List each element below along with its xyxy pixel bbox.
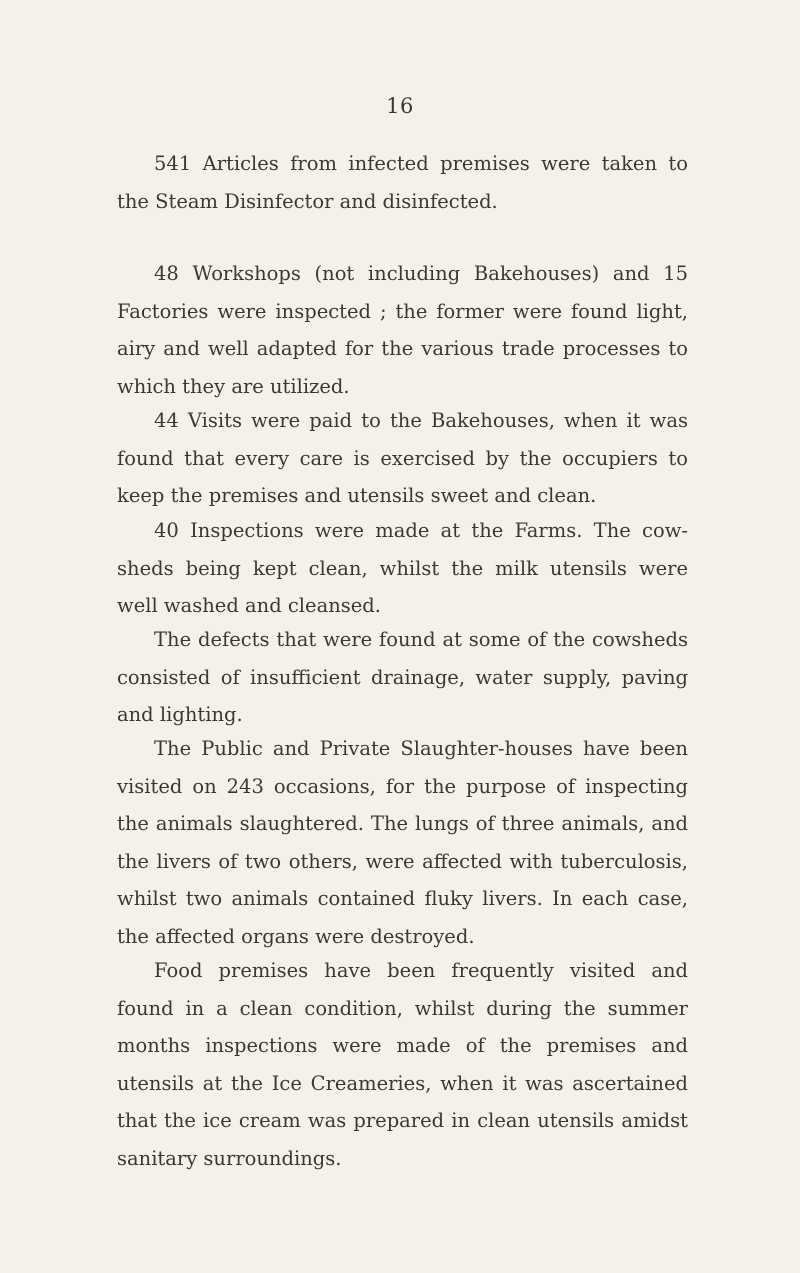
paragraph-cowshed-defects: The defects that were found at some of the cowsheds consisted of insufficient drainage, water supply, paving and lighting. <box>117 628 688 726</box>
paragraph-food-premises: Food premises have been frequently visited and found in a clean condition, whilst during the summer months inspections were made of the premises and utensils at the Ice Creameries, when it was ascertained that the ice cream was prepared in clean utensils amidst sanitary surroundings. <box>117 959 688 1170</box>
paragraph-bakehouses: 44 Visits were paid to the Bakehouses, when it was found that every care is exercised by the occupiers to keep the premises and utensils sweet and clean. <box>117 409 688 507</box>
paragraph-workshops-factories: 48 Workshops (not including Bakehouses) and 15 Factories were inspected ; the former were found light, airy and well adapted for the various trade processes to which they are utilized. <box>117 262 688 398</box>
page-number: 16 <box>386 94 414 118</box>
paragraph-disinfected-articles: 541 Articles from infected premises were taken to the Steam Disinfector and disinfected. <box>117 152 688 213</box>
paragraph-slaughter-houses: The Public and Private Slaughter-houses have been visited on 243 occasions, for the purpose of inspecting the animals slaughtered. The lungs of three animals, and the livers of two others, were affected with tuberculosis, whilst two animals contained fluky livers. In each case, the affected organs were destroyed. <box>117 737 688 948</box>
paragraph-farms: 40 Inspections were made at the Farms. The cow-sheds being kept clean, whilst the milk utensils were well washed and cleansed. <box>117 519 688 617</box>
